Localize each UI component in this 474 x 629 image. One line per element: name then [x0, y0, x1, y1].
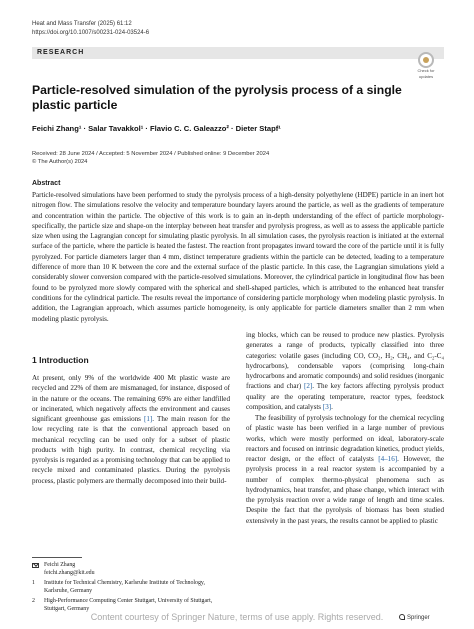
intro-paragraph-2 [246, 413, 444, 526]
intro-text-part: . The key factors affecting pyrolysis product quality are the operating temperature, reactor types, feedstock composition, and catalysts [246, 382, 444, 411]
footnotes [32, 562, 230, 617]
badge-line1: Check for [417, 68, 435, 73]
affiliation-1-mark: 1 [32, 580, 35, 587]
affiliation-2-text: High-Performance Computing Center Stuttgart, University of Stuttgart, Stuttgart, Germany [44, 598, 213, 612]
corresponding-author [32, 562, 230, 577]
citation-link[interactable]: [3] [322, 402, 332, 411]
intro-text-part: . The main reason for the low recycling rate is that the conventional approach based on mechanical recycling can be used only for a subset of plastic products with high purity. In contrast, chemical recycling via pyrolysis is regarded as a promising technology that can be applied to recycle mixed and contaminated plastics. During the pyrolysis process, plastic polymers are thermally decomposed into their build- [32, 415, 231, 485]
affiliation-1-text: Institute for Technical Chemistry, Karlsruhe Institute of Technology, Karlsruhe, Germany [44, 580, 205, 594]
intro-text-part: At present, only 9% of the worldwide 400 Mt plastic waste are recycled and 22% of them are mismanaged, for instance, disposed of in the nature or the oceans. The remaining 69% are either landfilled or incinerated, which negatively affects the environment and causes significant greenhouse gas emissions [32, 374, 230, 423]
intro-text-part: . However, the pyrolysis process in a real reactor system is accompanied by a number of complex thermo-physical phenomena such as hydrodynamics, heat transfer, and phase change, which interact with the pyrolysis reaction over a wide range of length and time scales. Despite the fact that the pyrolysis of biomass has been studied extensively in the past years, the results cannot be applied to plastic [246, 455, 444, 525]
copyright-overlay: Content courtesy of Springer Nature, terms of use apply. Rights reserved. [90, 612, 384, 622]
publication-dates [32, 150, 269, 166]
contact-name: Feichi Zhang [44, 562, 76, 568]
check-updates-icon [418, 52, 434, 68]
intro-text-part: ing blocks, which can be reused to produce new plastics. Pyrolysis generates a range of products, typically classified into three categories: volatile gases (including CO, CO₂, H₂, CH₄, and C₂-C₄ hydrocarbons), condensable vapors (comprising long-chain hydrocarbons and aromatic compounds) and solid residues (inorganic fractions and char) [246, 331, 444, 391]
copyright-notice: © The Author(s) 2024 [32, 159, 88, 165]
journal-header [32, 20, 149, 37]
section-heading-introduction: 1 Introduction [32, 355, 89, 365]
citation-link[interactable]: [4–16] [378, 455, 398, 463]
intro-right-column [246, 330, 444, 526]
abstract-heading: Abstract [32, 180, 61, 187]
intro-text-part: . [331, 402, 333, 411]
article-title: Particle-resolved simulation of the pyrolysis process of a single plastic particle [32, 83, 402, 112]
journal-citation: Heat and Mass Transfer (2025) 61:12 [32, 21, 132, 27]
author-list: Feichi Zhang¹ · Salar Tavakkol¹ · Flavio C. C. Galeazzo² · Dieter Stapf¹ [32, 124, 281, 133]
publication-history: Received: 28 June 2024 / Accepted: 5 November 2024 / Published online: 9 December 2024 [32, 151, 270, 157]
check-for-updates-badge[interactable] [412, 52, 440, 79]
citation-link[interactable]: [2] [304, 382, 313, 391]
abstract-text: Particle-resolved simulations have been performed to study the pyrolysis process of a high-density polyethylene (HDPE) particle in an inert hot nitrogen flow. The simulations resolve the velocity and temperature boundary layers around the particle, as well as the gradients of temperature and concentration within the particle. The objective of this work is to gain an in-depth understanding of the effect of particle morphology-specifically, the particle size and shape-on the interplay between heat transfer and pyrolysis progress, as well as to assess the applicable particle size when using the Lagrangian concept for simulating plastic pyrolysis. In all simulation cases, the pyrolysis reaction is initiated at the external surface of the particle, where the particle is heated the fastest. The reaction front propagates inward toward the core of the particle until it is fully pyrolyzed. For particle diameters larger than 4 mm, distinct temperature gradients within the particle can be detected, leading to a temperature difference of more than 10 K between the core and the external surface of the plastic particle. In this case, the Lagrangian simulations yield a considerably slower conversion compared with the particle-resolved simulations. Moreover, the cylindrical particle in longitudinal flow has been found to be pyrolyzed more slowly compared with the spherical and shell-shaped particles, which is attributed to the enhanced heat transfer conditions for the cylindrical particle. The results reveal the importance of considering particle morphology when modeling plastic pyrolysis. In addition, the Lagrangian approach, which assumes particle homogeneity, is only applicable for particle diameters smaller than 2 mm when modeling plastic pyrolysis. [32, 191, 444, 323]
intro-paragraph-1-cont [246, 330, 444, 412]
doi-link[interactable]: https://doi.org/10.1007/s00231-024-03524-6 [32, 29, 150, 36]
publisher-name: Springer [407, 615, 430, 621]
article-type-bar [32, 47, 444, 59]
envelope-icon [32, 563, 39, 568]
affiliation-2-mark: 2 [32, 598, 35, 605]
footnote-divider [32, 557, 82, 558]
affiliation-1 [32, 580, 230, 595]
intro-text-part: The feasibility of pyrolysis technology for the chemical recycling of plastic waste has been verified in a large number of previous works, which were mostly performed on ideal, laboratory-scale reactors and focused on intrinsic degradation kinetics, product yields, reactor design, or the effect of catalysts [246, 414, 444, 463]
contact-email[interactable]: feichi.zhang@kit.edu [44, 569, 95, 576]
intro-left-column [32, 373, 230, 486]
article-type-label: RESEARCH [37, 48, 85, 56]
citation-link[interactable]: [1] [144, 415, 153, 423]
badge-line2: updates [418, 73, 434, 79]
intro-paragraph-1 [32, 373, 230, 486]
